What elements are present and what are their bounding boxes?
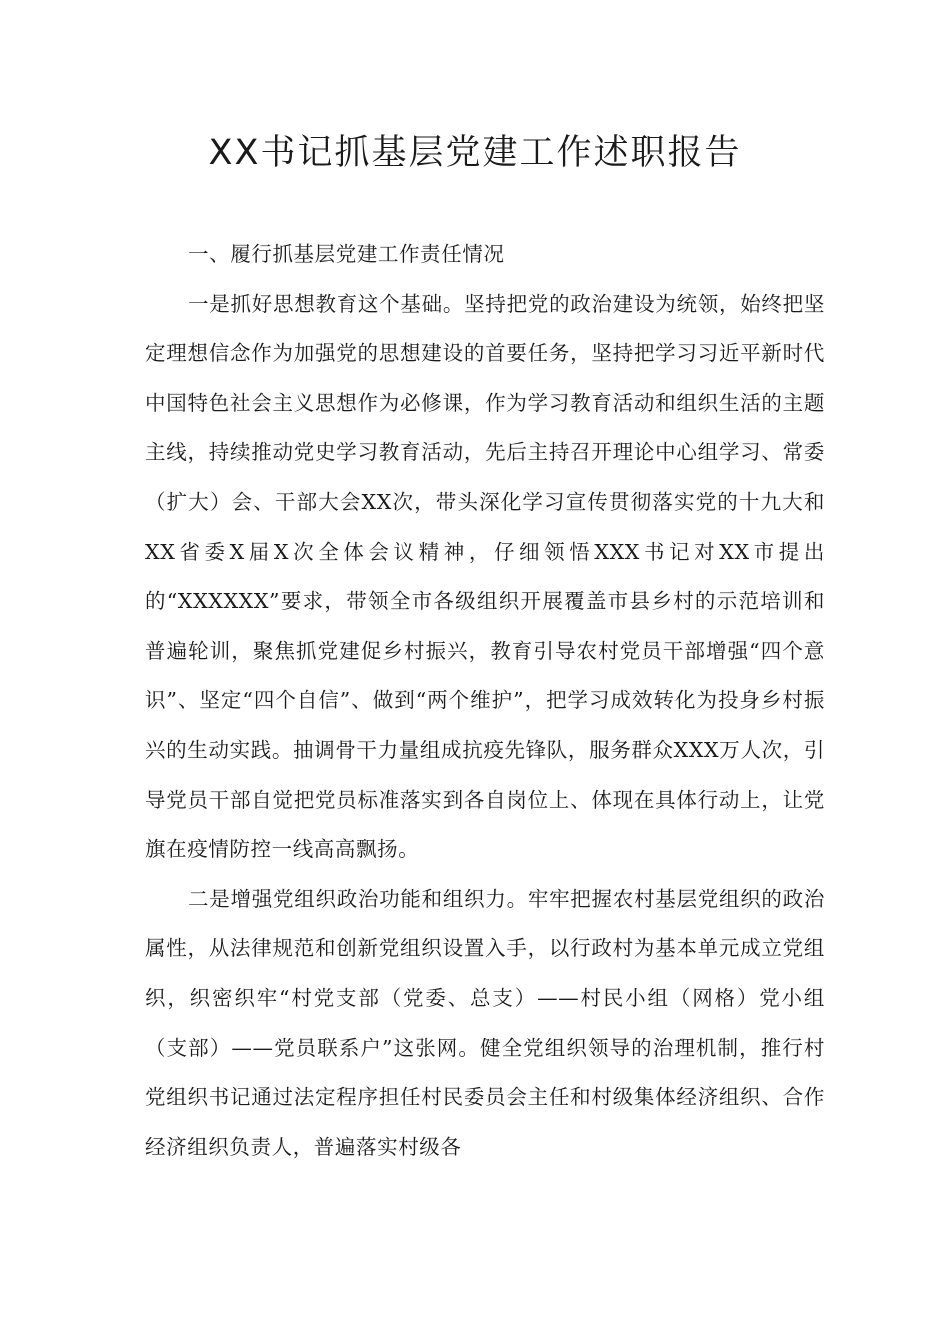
paragraph-party-organization: 二是增强党组织政治功能和组织力。牢牢把握农村基层党组织的政治属性，从法律规范和创新党组织设置入手，以行政村为基本单元成立党组织，织密织牢“村党支部（党委、总支）——村民小组（网格）党小组（支部）——党员联系户”这张网。健全党组织领导的治理机制，推行村党组织书记通过法定程序担任村民委员会主任和村级集体经济组织、合作经济组织负责人，普遍落实村级各 [145, 886, 825, 1159]
paragraph-thought-education: 一是抓好思想教育这个基础。坚持把党的政治建设为统领，始终把坚定理想信念作为加强党的思想建设的首要任务，坚持把学习习近平新时代中国特色社会主义思想作为必修课，作为学习教育活动和组织生活的主题主线，持续推动党史学习教育活动，先后主持召开理论中心组学习、常委（扩大）会、干部大会XX次，带头深化学习宣传贯彻落实党的十九大和XX省委X届X次全体会议精神，仔细领悟XXX书记对XX市提出的“XXXXXX”要求，带领全市各级组织开展覆盖市县乡村的示范培训和普遍轮训，聚焦抓党建促乡村振兴，教育引导农村党员干部增强“四个意识”、坚定“四个自信”、做到“两个维护”，把学习成效转化为投身乡村振兴的生动实践。抽调骨干力量组成抗疫先锋队，服务群众XXX万人次，引导党员干部自觉把党员标准落实到各自岗位上、体现在具体行动上，让党旗在疫情防控一线高高飘扬。 [145, 291, 825, 862]
document-title: XX书记抓基层党建工作述职报告 [208, 133, 742, 173]
document-body [145, 230, 825, 1172]
section-heading: 一、履行抓基层党建工作责任情况 [188, 242, 505, 266]
